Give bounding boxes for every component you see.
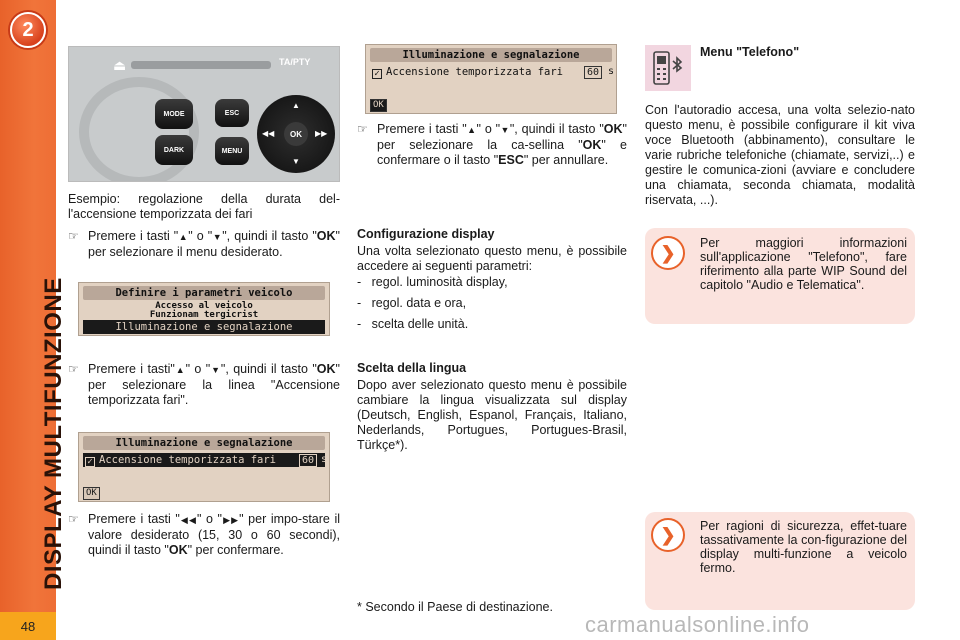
- checkbox-icon: ✓: [372, 69, 382, 79]
- watermark: carmanualsonline.info: [585, 612, 810, 637]
- screen-title: Illuminazione e segnalazione: [370, 48, 612, 62]
- bullet-step-1: ☞ Premere i tasti "▲" o "▼", quindi il tasto "OK" per selezionare il menu desiderato.: [68, 229, 340, 259]
- menu-button: MENU: [215, 137, 249, 165]
- page-number: 48: [0, 612, 56, 640]
- chapter-title: DISPLAY MULTIFUNZIONE: [40, 277, 67, 590]
- pointer-icon: ☞: [68, 229, 79, 243]
- screen-selected-line: Illuminazione e segnalazione: [83, 320, 325, 334]
- footnote: * Secondo il Paese di destinazione.: [357, 600, 553, 614]
- navigation-dial: [257, 95, 335, 173]
- chevron-right-icon: ❯: [651, 518, 685, 552]
- display-screen-menu: [78, 282, 330, 336]
- bullet-step-4: ☞ Premere i tasti "▲" o "▼", quindi il tasto "OK" per selezionare la ca-sellina "OK" e confermare o il tasto "ESC" per annullare.: [357, 122, 627, 167]
- cd-slot: [131, 61, 271, 69]
- pointer-icon: ☞: [68, 512, 79, 526]
- screen-row: ✓ Accensione temporizzata fari: [370, 65, 612, 79]
- info-box-safety: [645, 512, 915, 610]
- screen-ok-box-selected: OK: [370, 99, 387, 112]
- duration-value: 60: [299, 454, 317, 467]
- bullet-step-2: ☞ Premere i tasti"▲" o "▼", quindi il tasto "OK" per selezionare la linea "Accensione temporizzata fari".: [68, 362, 340, 407]
- eject-icon: ⏏: [113, 57, 127, 73]
- ok-button: OK: [284, 122, 308, 146]
- pointer-icon: ☞: [357, 122, 368, 136]
- config-list: [357, 275, 627, 332]
- config-item: - scelta delle unità.: [357, 317, 469, 331]
- language-title: Scelta della lingua: [357, 361, 467, 375]
- radio-panel-image: [68, 46, 340, 182]
- display-screen-lighting: [78, 432, 330, 502]
- phone-menu-title: Menu "Telefono": [700, 45, 800, 59]
- info-text: Per ragioni di sicurezza, effet-tuare tassativamente la con-figurazione del display multi-funzione a veicolo fermo.: [700, 519, 907, 575]
- esc-button: ESC: [215, 99, 249, 127]
- config-title: Configurazione display: [357, 227, 495, 241]
- phone-menu-text: Con l'autoradio accesa, una volta selezio-nato questo menu, è possibile configurare il kit viva voce Bluetooth (abbinamento), consultare le varie rubriche telefoniche (chiamate, servizi,..) e gestire le comunica-zioni (avviare e concludere una chiamata, seconda chiamata, modalità riservata, ...).: [645, 103, 915, 207]
- screen-title: Illuminazione e segnalazione: [83, 436, 325, 450]
- arrow-right-icon: ▶▶: [315, 129, 328, 138]
- phone-bluetooth-icon: [645, 45, 691, 91]
- info-box-phone: [645, 228, 915, 324]
- arrow-down-icon: ▼: [292, 157, 300, 166]
- language-text: Dopo aver selezionato questo menu è possibile cambiare la lingua visualizzata sul display (Deutsch, English, Espanol, Français, Italiano, Nederlands, Portugues, Portugues-Brasil, Türkçe*).: [357, 378, 627, 452]
- dark-button: DARK: [155, 135, 193, 165]
- duration-unit: s: [321, 454, 328, 465]
- ta-pty-label: TA/PTY: [279, 57, 311, 67]
- config-item: - regol. data e ora,: [357, 296, 467, 310]
- info-text: Per maggiori informazioni sull'applicazione "Telefono", fare riferimento alla parte WIP Sound del capitolo "Audio e Telematica".: [700, 236, 907, 292]
- screen-title: Definire i parametri veicolo: [83, 286, 325, 300]
- screen-ok-box: OK: [83, 487, 100, 500]
- mode-button: MODE: [155, 99, 193, 129]
- pointer-icon: ☞: [68, 362, 79, 376]
- checkbox-icon: ✓: [85, 457, 95, 467]
- display-screen-lighting-top: [365, 44, 617, 114]
- duration-unit: s: [608, 66, 615, 77]
- example-caption: Esempio: regolazione della durata del-l'accensione temporizzata dei fari: [68, 192, 340, 221]
- chapter-number-badge: 2: [10, 12, 46, 48]
- bullet-step-3: ☞ Premere i tasti "◀◀" o "▶▶" per impo-stare il valore desiderato (15, 30 o 60 secondi), quindi il tasto "OK" per confermare.: [68, 512, 340, 557]
- config-text: Una volta selezionato questo menu, è possibile accedere ai seguenti parametri:: [357, 244, 627, 273]
- arrow-left-icon: ◀◀: [262, 129, 275, 138]
- arrow-up-icon: ▲: [292, 101, 300, 110]
- config-item: - regol. luminosità display,: [357, 275, 508, 289]
- screen-selected-row: ✓ Accensione temporizzata fari: [83, 453, 325, 467]
- duration-value: 60: [584, 66, 602, 79]
- radio-ring: [79, 77, 199, 182]
- chevron-right-icon: ❯: [651, 236, 685, 270]
- screen-line-1: Accesso al veicolo: [155, 301, 253, 311]
- screen-line-2: Funzionam tergicrist: [149, 310, 259, 320]
